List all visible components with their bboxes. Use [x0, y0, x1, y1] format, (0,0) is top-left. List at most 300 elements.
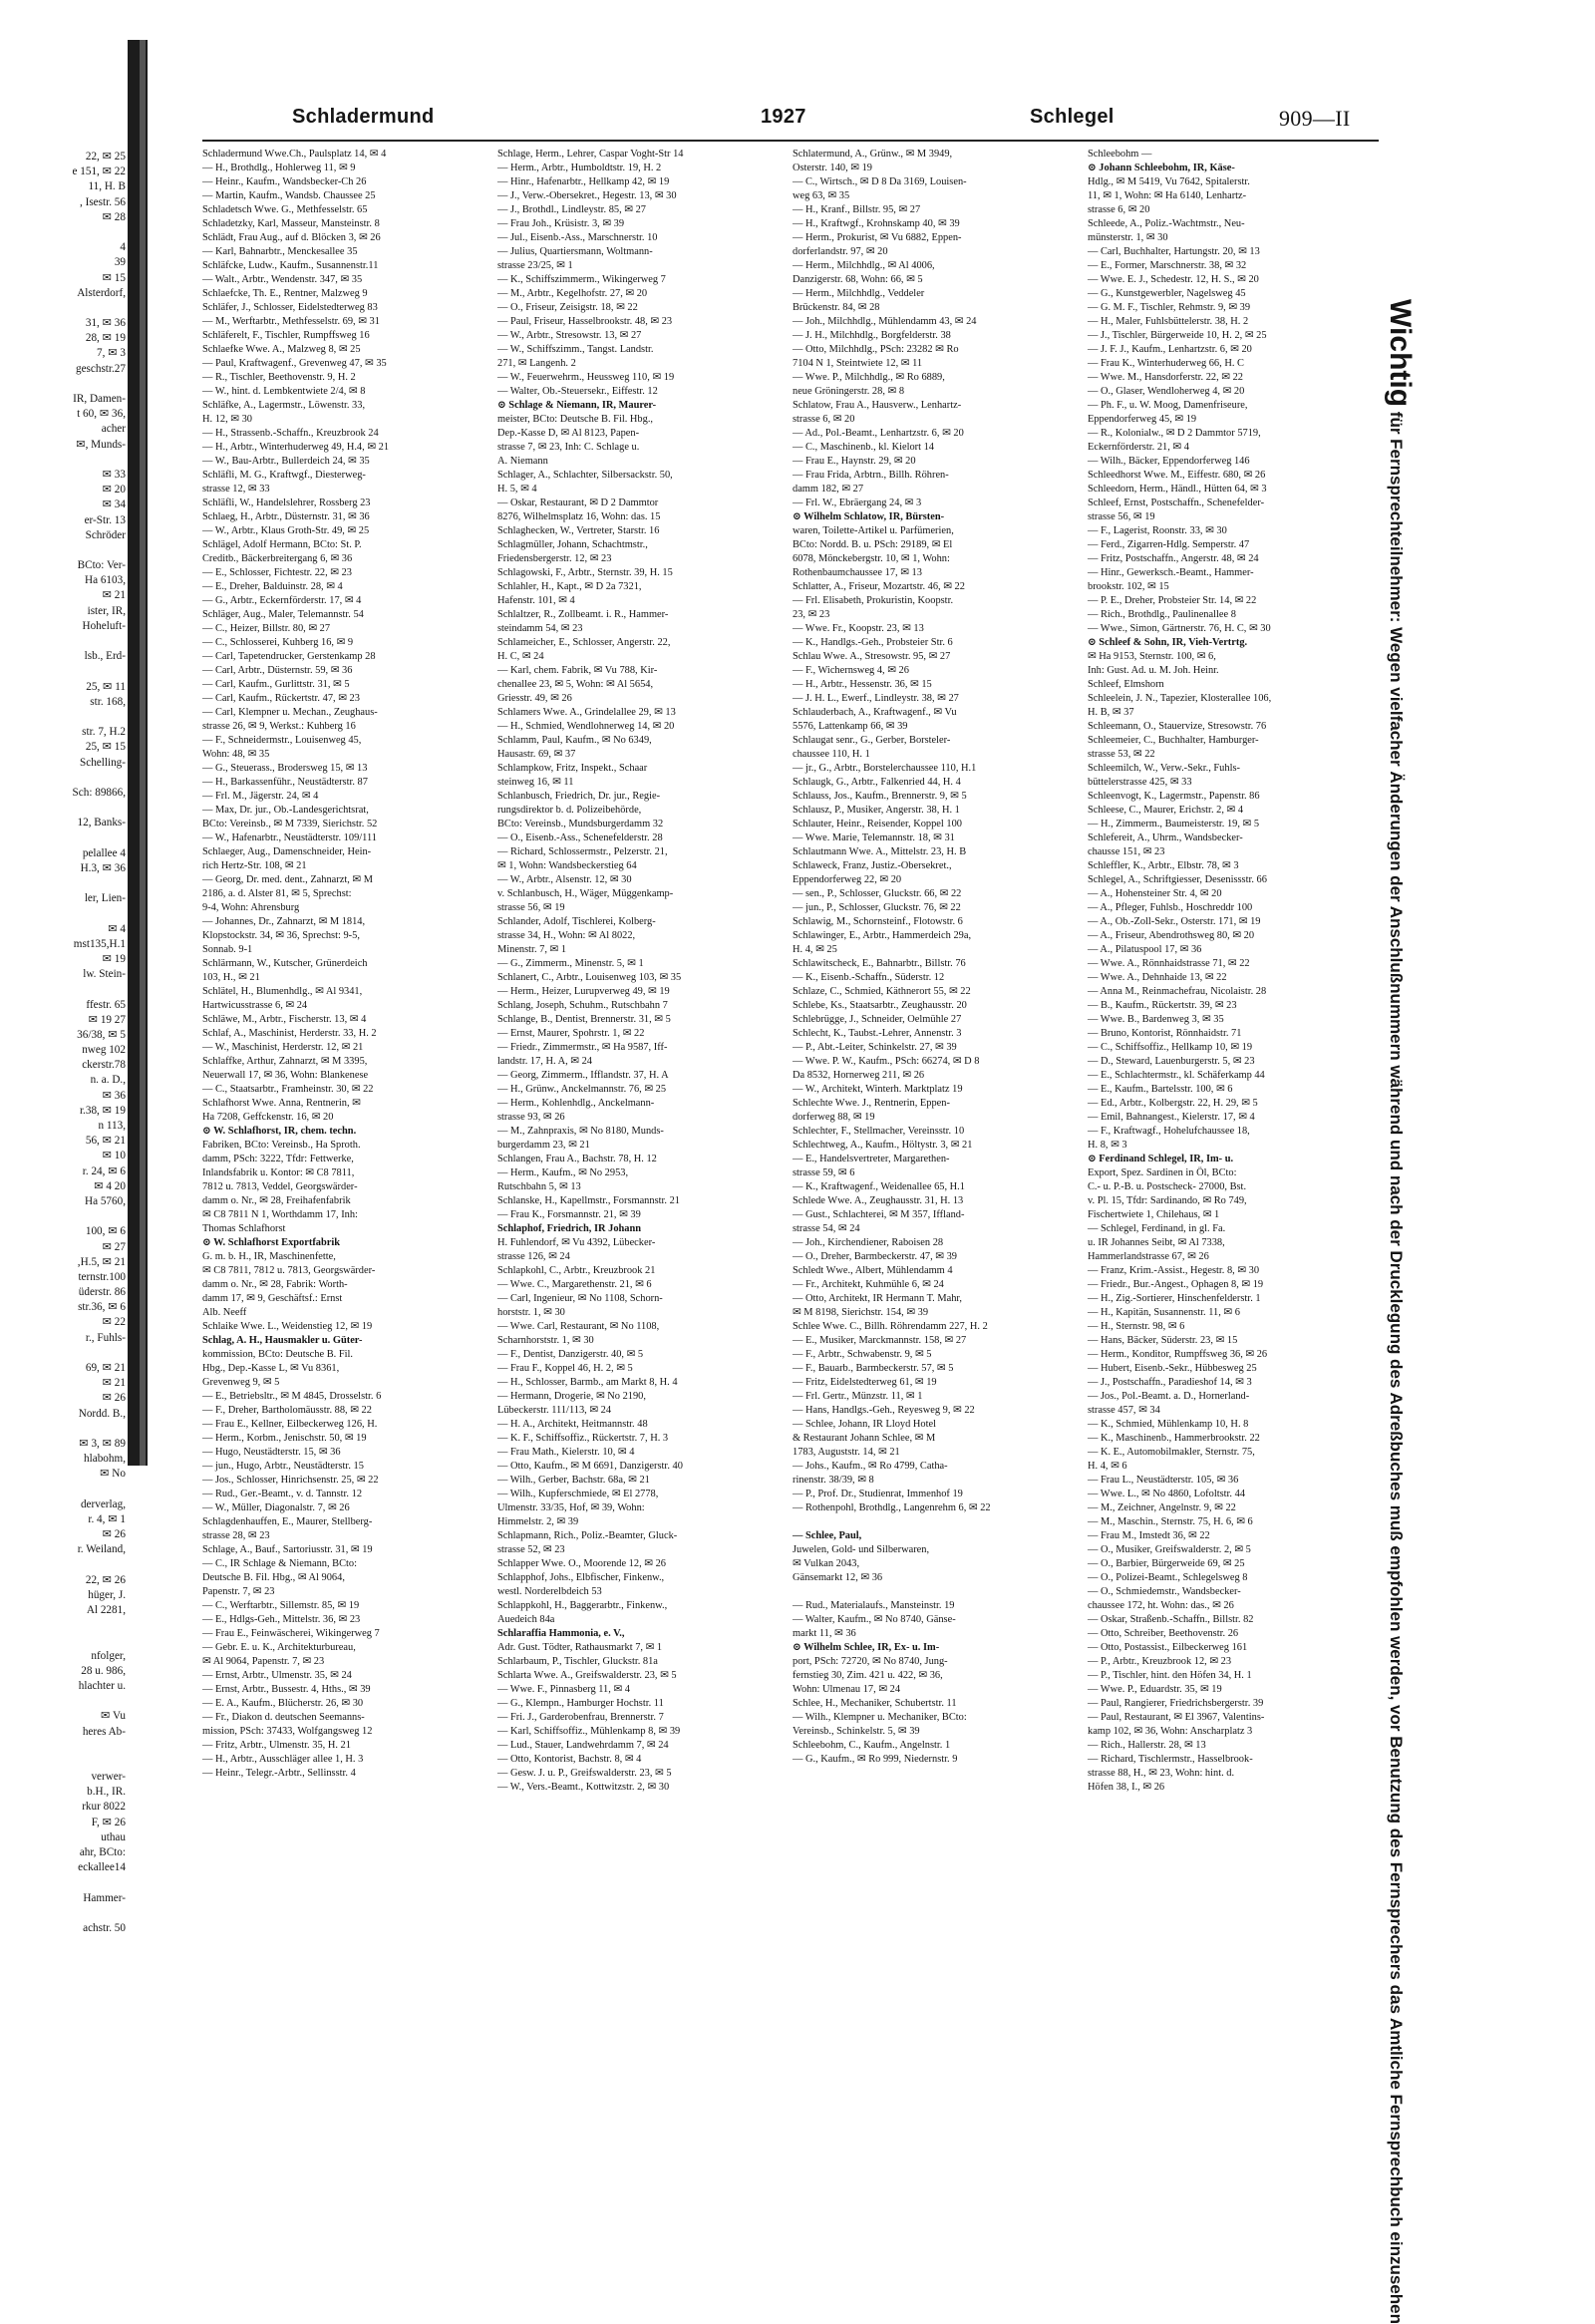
directory-entry-line: Schlaeger, Aug., Damenschneider, Hein-: [202, 846, 372, 857]
directory-entry-line: — W., Arbtr., Stresowstr. 13, ✉ 27: [497, 330, 642, 341]
directory-entry-line: 1783, Auguststr. 14, ✉ 21: [793, 1447, 900, 1458]
page-number: 909—II: [1279, 106, 1351, 131]
strip-fragment: [0, 876, 126, 891]
directory-entry-line: — M., Arbtr., Kegelhofstr. 27, ✉ 20: [497, 288, 648, 299]
directory-entry-line: — Hermann, Drogerie, ✉ No 2190,: [497, 1391, 646, 1402]
directory-entry-line: — Heinr., Kaufm., Wandsbecker-Ch 26: [202, 176, 367, 187]
directory-entry-line: — Hugo, Neustädterstr. 15, ✉ 36: [202, 1447, 341, 1458]
directory-entry-line: — Wwe. P., Eduardstr. 35, ✉ 19: [1088, 1684, 1222, 1695]
directory-entry-line: Schleebohm —: [1088, 149, 1152, 160]
directory-entry-line: — C., Wirtsch., ✉ D 8 Da 3169, Louisen-: [793, 176, 967, 187]
directory-entry-line: — E., Dreher, Balduinstr. 28, ✉ 4: [202, 581, 343, 592]
directory-entry-line: Schlee, H., Mechaniker, Schubertstr. 11: [793, 1698, 957, 1709]
directory-entry-line: Schlarbaum, P., Tischler, Gluckstr. 81a: [497, 1656, 658, 1667]
directory-entry-line: Schlaraffia Hammonia, e. V.,: [497, 1628, 625, 1639]
strip-fragment: str.36, ✉ 6: [78, 1301, 126, 1314]
directory-entry-line: — Wwe. B., Bardenweg 3, ✉ 35: [1088, 1014, 1224, 1025]
directory-entry-line: 6078, Mönckebergstr. 10, ✉ 1, Wohn:: [793, 553, 950, 564]
strip-fragment: mst135,H.1: [73, 937, 126, 950]
directory-entry-line: brookstr. 102, ✉ 15: [1088, 581, 1169, 592]
directory-entry-line: — O., Dreher, Barmbeckerstr. 47, ✉ 39: [793, 1251, 957, 1262]
directory-entry-line: — H., Kapitän, Susannenstr. 11, ✉ 6: [1088, 1307, 1240, 1318]
directory-entry-line: — G., Steuerass., Brodersweg 15, ✉ 13: [202, 763, 368, 774]
directory-entry-line: — Fr., Diakon d. deutschen Seemanns-: [202, 1712, 365, 1723]
directory-entry-line: — Wwe. C., Margarethenstr. 21, ✉ 6: [497, 1279, 652, 1290]
directory-entry-line: — A., Hohensteiner Str. 4, ✉ 20: [1088, 888, 1222, 899]
strip-fragment: ahr, BCto:: [79, 1846, 126, 1858]
header-first-entry: Schladermund: [292, 106, 435, 128]
directory-entry-line: — Herm., Milchhdlg., Veddeler: [793, 288, 925, 299]
directory-entry-line: Schlagdenhauffen, E., Maurer, Stellberg-: [202, 1516, 373, 1527]
strip-fragment: verwer-: [91, 1771, 126, 1784]
directory-entry-line: — Frau Frida, Arbtrn., Billh. Röhren-: [793, 470, 949, 481]
directory-entry-line: — A., Pfleger, Fuhlsb., Hoschreddr 100: [1088, 902, 1253, 913]
directory-entry-line: rich Hertz-Str. 108, ✉ 21: [202, 860, 307, 871]
strip-fragment: n 113,: [98, 1120, 126, 1132]
directory-entry-line: — Joh., Milchhdlg., Mühlendamm 43, ✉ 24: [793, 316, 977, 327]
directory-entry-line: damm 17, ✉ 9, Geschäftsf.: Ernst: [202, 1293, 343, 1304]
sidebar-notice: [1382, 299, 1418, 2324]
directory-entry-line: — Wilh., Bäcker, Eppendorferweg 146: [1088, 456, 1250, 467]
directory-entry-line: — P., Arbtr., Kreuzbrook 12, ✉ 23: [1088, 1656, 1232, 1667]
strip-fragment: Ha 6103,: [84, 574, 126, 587]
strip-fragment: ✉ No: [100, 1468, 126, 1481]
strip-fragment: ✉ 28: [102, 210, 126, 223]
directory-entry-line: — Rud., Ger.-Beamt., v. d. Tannstr. 12: [202, 1489, 363, 1499]
directory-entry-line: chenallee 23, ✉ 5, Wohn: ✉ Al 5654,: [497, 679, 654, 690]
directory-entry-line: strasse 23/25, ✉ 1: [497, 260, 573, 271]
notice-heading: Wichtig: [1384, 299, 1417, 408]
directory-entry-line: — Ernst, Arbtr., Ulmenstr. 35, ✉ 24: [202, 1670, 352, 1681]
directory-entry-line: Friedensbergerstr. 12, ✉ 23: [497, 553, 612, 564]
directory-entry-line: — Ph. F., u. W. Moog, Damenfriseure,: [1088, 400, 1248, 411]
directory-entry-line: Brückenstr. 84, ✉ 28: [793, 302, 880, 313]
directory-entry-line: Schläfer, J., Schlosser, Eidelstedterweg 83: [202, 302, 378, 313]
directory-entry-line: — Johannes, Dr., Zahnarzt, ✉ M 1814,: [202, 916, 366, 927]
directory-entry-line: Adr. Gust. Tödter, Rathausmarkt 7, ✉ 1: [497, 1642, 663, 1653]
directory-entry-line: — E. A., Kaufm., Blücherstr. 26, ✉ 30: [202, 1698, 364, 1709]
directory-entry-line: — R., Kolonialw., ✉ D 2 Dammtor 5719,: [1088, 428, 1261, 439]
directory-entry-line: A. Niemann: [497, 456, 548, 467]
strip-fragment: 100, ✉ 6: [85, 1225, 126, 1238]
directory-entry-line: Schladetsch Wwe. G., Methfesselstr. 65: [202, 204, 368, 215]
directory-entry-line: — Walter, Ob.-Steuersekr., Eiffestr. 12: [497, 386, 658, 397]
directory-entry-line: — W., Vers.-Beamt., Kottwitzstr. 2, ✉ 30: [497, 1782, 670, 1793]
strip-fragment: 22, ✉ 26: [85, 1573, 126, 1586]
directory-entry-line: — M., Zeichner, Angelnstr. 9, ✉ 22: [1088, 1502, 1236, 1513]
directory-entry-line: Schläfli, M. G., Kraftwgf., Diesterweg-: [202, 470, 366, 481]
directory-entry-line: Schlagowski, F., Arbtr., Sternstr. 39, H. 15: [497, 567, 673, 578]
directory-entry-line: — F., Bauarb., Barmbeckerstr. 57, ✉ 5: [793, 1363, 954, 1374]
strip-fragment: ffestr. 65: [86, 998, 126, 1011]
directory-entry-line: — O., Polizei-Beamt., Schlegelsweg 8: [1088, 1572, 1248, 1583]
directory-entry-line: — H., Maler, Fuhlsbüttelerstr. 38, H. 2: [1088, 316, 1249, 327]
directory-entry-line: — Ed., Arbtr., Kolbergstr. 22, H. 29, ✉ 5: [1088, 1098, 1258, 1109]
strip-fragment: lw. Stein-: [83, 968, 126, 981]
directory-entry-line: — K., Schmied, Mühlenkamp 10, H. 8: [1088, 1419, 1249, 1430]
strip-fragment: 56, ✉ 21: [85, 1135, 126, 1148]
directory-entry-line: Schleese, C., Maurer, Erichstr. 2, ✉ 4: [1088, 805, 1244, 816]
directory-entry-line: — Frau K., Winterhuderweg 66, H. C: [1088, 358, 1244, 369]
directory-entry-line: — J. H., Milchhdlg., Borgfelderstr. 38: [793, 330, 951, 341]
directory-entry-line: Schlätel, H., Blumenhdlg., ✉ Al 9341,: [202, 986, 363, 997]
strip-fragment: ✉ 15: [102, 271, 126, 284]
directory-entry-line: münsterstr. 1, ✉ 30: [1088, 232, 1168, 243]
directory-entry-line: Schlede Wwe. A., Zeughausstr. 31, H. 13: [793, 1195, 964, 1206]
strip-fragment: str. 168,: [90, 695, 126, 708]
strip-fragment: ✉ 4 20: [94, 1179, 126, 1192]
directory-entry-line: Inlandsfabrik u. Kontor: ✉ C8 7811,: [202, 1167, 355, 1178]
directory-entry-line: — P., Abt.-Leiter, Schinkelstr. 27, ✉ 39: [793, 1042, 957, 1053]
directory-entry-line: ⊙ Wilhelm Schlee, IR, Ex- u. Im-: [793, 1642, 940, 1653]
directory-entry-line: Schläfcke, Ludw., Kaufm., Susannenstr.11: [202, 260, 379, 271]
directory-entry-line: Thomas Schlafhorst: [202, 1223, 286, 1234]
strip-fragment: [0, 1346, 126, 1361]
directory-entry-line: Schlage, A., Bauf., Sartoriusstr. 31, ✉ 19: [202, 1544, 373, 1555]
directory-entry-line: — A., Ob.-Zoll-Sekr., Osterstr. 171, ✉ 19: [1088, 916, 1261, 927]
directory-entry-line: — O., Eisenb.-Ass., Schenefelderstr. 28: [497, 832, 663, 843]
directory-entry-line: 23, ✉ 23: [793, 609, 830, 620]
directory-entry-line: — Walt., Arbtr., Wendenstr. 347, ✉ 35: [202, 274, 363, 285]
directory-entry-line: fernstieg 30, Zim. 421 u. 422, ✉ 36,: [793, 1670, 943, 1681]
strip-fragment: hlachter u.: [78, 1679, 126, 1692]
strip-fragment: hüger, J.: [88, 1588, 126, 1601]
directory-entry-line: — C., IR Schlage & Niemann, BCto:: [202, 1558, 357, 1569]
header-last-entry: Schlegel: [1030, 106, 1115, 128]
directory-entry-line: — C., Werftarbtr., Sillemstr. 85, ✉ 19: [202, 1600, 360, 1611]
directory-entry-line: Schlefereit, A., Uhrm., Wandsbecker-: [1088, 832, 1243, 843]
directory-entry-line: Schlapkohl, C., Arbtr., Kreuzbrook 21: [497, 1265, 656, 1276]
strip-fragment: [0, 543, 126, 558]
directory-entry-line: — Gust., Schlachterei, ✉ M 357, Iffland-: [793, 1209, 965, 1220]
directory-entry-line: — Hinr., Hafenarbtr., Hellkamp 42, ✉ 19: [497, 176, 670, 187]
directory-entry-line: — Herm., Prokurist, ✉ Vu 6882, Eppen-: [793, 232, 962, 243]
entry-column-2: [497, 148, 793, 1793]
directory-entry-line: — Jos., Schlosser, Hinrichsenstr. 25, ✉ 22: [202, 1475, 379, 1486]
directory-entry-line: Rothenbaumchaussee 17, ✉ 13: [793, 567, 922, 578]
strip-fragment: ✉ 21: [102, 589, 126, 602]
directory-entry-line: Schlanbusch, Friedrich, Dr. jur., Regie-: [497, 791, 661, 802]
directory-entry-line: — P. E., Dreher, Probsteier Str. 14, ✉ 22: [1088, 595, 1257, 606]
directory-entry-line: — H., Arbtr., Winterhuderweg 49, H.4, ✉ 21: [202, 442, 390, 453]
directory-entry-line: — Frau E., Feinwäscherei, Wikingerweg 7: [202, 1628, 380, 1639]
directory-entry-line: — Herm., Konditor, Rumpffsweg 36, ✉ 26: [1088, 1349, 1268, 1360]
directory-entry-line: — W., Hafenarbtr., Neustädterstr. 109/111: [202, 832, 377, 843]
directory-entry-line: — Carl, Arbtr., Düsternstr. 59, ✉ 36: [202, 665, 353, 676]
directory-entry-line: ✉ C8 7811, 7812 u. 7813, Georgswärder-: [202, 1265, 376, 1276]
directory-entry-line: Da 8532, Hornerweg 211, ✉ 26: [793, 1070, 925, 1081]
directory-entry-line: dorferweg 88, ✉ 19: [793, 1112, 875, 1123]
strip-fragment: hlabohm,: [84, 1453, 126, 1466]
directory-entry-line: Schlechtweg, A., Kaufm., Höltystr. 3, ✉ 21: [793, 1140, 973, 1151]
directory-entry-line: — G., Kaufm., ✉ Ro 999, Niedernstr. 9: [793, 1754, 958, 1765]
directory-entry-line: Schlager, A., Schlachter, Silbersackstr. 50,: [497, 470, 673, 481]
directory-entry-line: Schlägel, Adolf Hermann, BCto: St. P.: [202, 539, 362, 550]
directory-entry-line: Schlaugk, G., Arbtr., Falkenried 44, H. 4: [793, 777, 961, 788]
directory-entry-line: Schlapmann, Rich., Poliz.-Beamter, Gluck-: [497, 1530, 678, 1541]
directory-entry-line: Schläfke, A., Lagermstr., Löwenstr. 33,: [202, 400, 366, 411]
directory-entry-line: BCto: Vereinsb., Mundsburgerdamm 32: [497, 819, 664, 830]
directory-entry-line: 8276, Wilhelmsplatz 16, Wohn: das. 15: [497, 511, 661, 522]
header-year: 1927: [761, 106, 806, 128]
directory-entry-line: Schlaltzer, R., Zollbeamt. i. R., Hammer-: [497, 609, 669, 620]
strip-fragment: [0, 710, 126, 725]
notice-text: für Fernsprechteilnehmer: Wegen vielfacher Änderungen der Anschlußnummern während und nach der Drucklegung des Adreßbuches muß empfohlen werden, vor Benutzung des Fernsprechers das Amtliche Fernsprechbuch einzusehen: [1387, 411, 1406, 2324]
directory-entry-line: mission, PSch: 37433, Wolfgangsweg 12: [202, 1726, 373, 1737]
directory-entry-line: 9-4, Wohn: Ahrensburg: [202, 902, 300, 913]
directory-entry-line: Schleemeier, C., Buchhalter, Hamburger-: [1088, 735, 1259, 746]
directory-entry-line: — Carl, Buchhalter, Hartungstr. 20, ✉ 13: [1088, 246, 1260, 257]
strip-fragment: r. 4, ✉ 1: [88, 1512, 126, 1525]
directory-entry-line: strasse 56, ✉ 19: [1088, 511, 1155, 522]
directory-entry-line: — J., Postschaffn., Paradieshof 14, ✉ 3: [1088, 1377, 1252, 1388]
strip-fragment: BCto: Ver-: [77, 559, 126, 572]
directory-entry-line: ⊙ Schleef & Sohn, IR, Vieh-Vertrtg.: [1088, 637, 1248, 648]
directory-entry-line: & Restaurant Johann Schlee, ✉ M: [793, 1433, 936, 1444]
directory-entry-line: — Georg, Dr. med. dent., Zahnarzt, ✉ M: [202, 874, 373, 885]
directory-entry-line: — H., Brothdlg., Hohlerweg 11, ✉ 9: [202, 163, 356, 173]
directory-entry-line: Minenstr. 7, ✉ 1: [497, 944, 567, 955]
directory-entry-line: ⊙ Johann Schleebohm, IR, Käse-: [1088, 163, 1235, 173]
directory-entry-line: Fischertwiete 1, Chilehaus, ✉ 1: [1088, 1209, 1220, 1220]
directory-entry-line: — Paul, Friseur, Hasselbrookstr. 48, ✉ 23: [497, 316, 673, 327]
directory-entry-line: Juwelen, Gold- und Silberwaren,: [793, 1544, 930, 1555]
directory-entry-line: — Frau Joh., Krüsistr. 3, ✉ 39: [497, 218, 625, 229]
directory-entry-line: Schlanert, C., Arbtr., Louisenweg 103, ✉ 35: [497, 972, 682, 983]
directory-entry-line: — R., Tischler, Beethovenstr. 9, H. 2: [202, 372, 356, 383]
directory-entry-line: Schläferelt, F., Tischler, Rumpffsweg 16: [202, 330, 370, 341]
directory-entry-line: Griesstr. 49, ✉ 26: [497, 693, 572, 704]
directory-entry-line: — Carl, Tapetendrucker, Gerstenkamp 28: [202, 651, 376, 662]
directory-entry-line: — Frau L., Neustädterstr. 105, ✉ 36: [1088, 1475, 1239, 1486]
directory-entry-line: Hbg., Dep.-Kasse L, ✉ Vu 8361,: [202, 1363, 340, 1374]
strip-fragment: [0, 664, 126, 679]
directory-entry-line: Scharnhorststr. 1, ✉ 30: [497, 1335, 594, 1346]
directory-entry-line: Schlage, Herm., Lehrer, Caspar Voght-Str 14: [497, 149, 684, 160]
strip-fragment: 28, ✉ 19: [85, 332, 126, 345]
strip-fragment: t 60, ✉ 36,: [77, 408, 126, 421]
directory-entry-line: Papenstr. 7, ✉ 23: [202, 1586, 275, 1597]
strip-fragment: ✉ 19 27: [88, 1013, 126, 1026]
strip-fragment: [0, 1740, 126, 1755]
directory-entry-line: Schlegel, A., Schriftgiesser, Desenissstr. 66: [1088, 874, 1267, 885]
directory-entry-line: — Ernst, Maurer, Spohrstr. 1, ✉ 22: [497, 1028, 645, 1039]
directory-entry-line: — G., Kunstgewerbler, Nagelsweg 45: [1088, 288, 1246, 299]
strip-fragment: Schröder: [85, 528, 126, 541]
directory-entry-line: Schlau Wwe. A., Stresowstr. 95, ✉ 27: [793, 651, 951, 662]
directory-entry-line: Hausastr. 69, ✉ 37: [497, 749, 576, 760]
directory-entry-line: — H., Sternstr. 98, ✉ 6: [1088, 1321, 1185, 1332]
strip-fragment: Hoheluft-: [82, 619, 126, 632]
strip-fragment: ✉ 27: [102, 1240, 126, 1253]
directory-entry-line: markt 11, ✉ 36: [793, 1628, 856, 1639]
directory-entry-line: Schlädt, Frau Aug., auf d. Blöcken 3, ✉ 26: [202, 232, 381, 243]
strip-fragment: r., Fuhls-: [85, 1331, 126, 1344]
strip-fragment: 39: [114, 256, 126, 269]
directory-entry-line: H. 12, ✉ 30: [202, 414, 252, 425]
directory-entry-line: — H., Zimmerm., Baumeisterstr. 19, ✉ 5: [1088, 819, 1260, 830]
directory-entry-line: Wohn: 48, ✉ 35: [202, 749, 270, 760]
directory-entry-line: — E., Musiker, Marckmannstr. 158, ✉ 27: [793, 1335, 967, 1346]
strip-fragment: e 151, ✉ 22: [72, 166, 126, 178]
directory-entry-line: — K., Schiffszimmerm., Wikingerweg 7: [497, 274, 666, 285]
strip-fragment: 31, ✉ 36: [85, 317, 126, 330]
directory-entry-line: — H., Kranf., Billstr. 95, ✉ 27: [793, 204, 921, 215]
strip-fragment: 69, ✉ 21: [85, 1362, 126, 1374]
directory-entry-line: Schläfli, W., Handelslehrer, Rossberg 23: [202, 498, 371, 508]
strip-fragment: [0, 1618, 126, 1633]
directory-entry-line: — C., Heizer, Billstr. 80, ✉ 27: [202, 623, 331, 634]
directory-entry-line: — Frau F., Koppel 46, H. 2, ✉ 5: [497, 1363, 633, 1374]
directory-entry-line: — Jul., Eisenb.-Ass., Marschnerstr. 10: [497, 232, 658, 243]
directory-entry-line: ✉ Vulkan 2043,: [793, 1558, 860, 1569]
directory-entry-line: — jun., P., Schlosser, Gluckstr. 76, ✉ 22: [793, 902, 961, 913]
directory-entry-line: Schlange, B., Dentist, Brennerstr. 31, ✉ 5: [497, 1014, 671, 1025]
directory-entry-line: — Frau K., Forsmannstr. 21, ✉ 39: [497, 1209, 641, 1220]
directory-entry-line: [793, 1585, 1088, 1599]
directory-entry-line: — Emil, Bahnangest., Kielerstr. 17, ✉ 4: [1088, 1112, 1255, 1123]
strip-fragment: r.38, ✉ 19: [79, 1104, 126, 1117]
strip-fragment: [0, 453, 126, 468]
strip-fragment: ternstr.100: [78, 1270, 126, 1283]
directory-entry-line: Osterstr. 140, ✉ 19: [793, 163, 872, 173]
directory-entry-line: — Richard, Schlossermstr., Pelzerstr. 21,: [497, 846, 668, 857]
directory-entry-line: — O., Barbier, Bürgerweide 69, ✉ 25: [1088, 1558, 1245, 1569]
directory-entry-line: Auedeich 84a: [497, 1614, 555, 1625]
directory-entry-line: Hammerlandstrasse 67, ✉ 26: [1088, 1251, 1209, 1262]
strip-fragment: [0, 1694, 126, 1709]
directory-entry-line: — Carl, Kaufm., Rückertstr. 47, ✉ 23: [202, 693, 360, 704]
directory-entry-line: Schleffler, K., Arbtr., Elbstr. 78, ✉ 3: [1088, 860, 1239, 871]
directory-entry-line: strasse 53, ✉ 22: [1088, 749, 1155, 760]
directory-entry-line: — Wwe. A., Rönnhaidstrasse 71, ✉ 22: [1088, 958, 1250, 969]
directory-entry-line: — Wilh., Kupferschmiede, ✉ El 2778,: [497, 1489, 659, 1499]
directory-entry-line: — Herm., Arbtr., Humboldtstr. 19, H. 2: [497, 163, 662, 173]
directory-entry-line: — Schlee, Johann, IR Lloyd Hotel: [793, 1419, 937, 1430]
strip-fragment: [0, 1755, 126, 1770]
directory-entry-line: Schleenvogt, K., Lagermstr., Papenstr. 86: [1088, 791, 1260, 802]
directory-entry-line: Schlaefcke, Th. E., Rentner, Malzweg 9: [202, 288, 368, 299]
directory-entry-line: — M., Werftarbtr., Methfesselstr. 69, ✉ 31: [202, 316, 380, 327]
strip-fragment: Schelling-: [80, 756, 126, 769]
directory-entry-line: — Anna M., Reinmachefrau, Nicolaistr. 28: [1088, 986, 1267, 997]
directory-entry-line: BCto: Nordd. B. u. PSch: 29189, ✉ El: [793, 539, 953, 550]
directory-entry-line: ⊙ W. Schlafhorst Exportfabrik: [202, 1237, 341, 1248]
directory-entry-line: — Frau M., Imstedt 36, ✉ 22: [1088, 1530, 1210, 1541]
directory-entry-line: — Friedr., Zimmermstr., ✉ Ha 9587, Iff-: [497, 1042, 668, 1053]
directory-entry-line: strasse 52, ✉ 23: [497, 1544, 565, 1555]
directory-entry-line: damm o. Nr., ✉ 28, Freihafenfabrik: [202, 1195, 351, 1206]
directory-entry-line: — Frl. Gertr., Münzstr. 11, ✉ 1: [793, 1391, 923, 1402]
directory-entry-line: strasse 6, ✉ 20: [1088, 204, 1150, 215]
strip-fragment: r. 24, ✉ 6: [82, 1164, 126, 1177]
directory-entry-line: — G. M. F., Tischler, Rehmstr. 9, ✉ 39: [1088, 302, 1251, 313]
strip-fragment: acher: [101, 423, 126, 436]
directory-entry-line: — Schlee, Paul,: [793, 1530, 862, 1541]
strip-fragment: r. Weiland,: [77, 1543, 126, 1556]
directory-entry-line: — Paul, Kraftwagenf., Grevenweg 47, ✉ 35: [202, 358, 387, 369]
directory-entry-line: — Bruno, Kontorist, Rönnhaidstr. 71: [1088, 1028, 1242, 1039]
entry-column-4: [1088, 148, 1383, 1793]
directory-entry-line: — K. E., Automobilmakler, Sternstr. 75,: [1088, 1447, 1255, 1458]
directory-entry-line: Schlangen, Frau A., Bachstr. 78, H. 12: [497, 1154, 657, 1164]
directory-entry-line: Fabriken, BCto: Vereinsb., Ha Sproth.: [202, 1140, 361, 1151]
directory-entry-line: — W., hint. d. Lembkentwiete 2/4, ✉ 8: [202, 386, 366, 397]
directory-entry-line: Schlaf, A., Maschinist, Herderstr. 33, H. 2: [202, 1028, 377, 1039]
directory-entry-line: — C., Maschinenb., kl. Kielort 14: [793, 442, 934, 453]
directory-entry-line: — Wwe. Marie, Telemannstr. 18, ✉ 31: [793, 832, 955, 843]
directory-entry-line: Schlappkohl, H., Baggerarbtr., Finkenw.,: [497, 1600, 668, 1611]
strip-fragment: ✉ 26: [102, 1392, 126, 1405]
entry-column-3: [793, 148, 1088, 1765]
directory-entry-line: strasse 7, ✉ 23, Inh: C. Schlage u.: [497, 442, 640, 453]
directory-entry-line: Schladermund Wwe.Ch., Paulsplatz 14, ✉ 4: [202, 149, 387, 160]
strip-fragment: ✉ 26: [102, 1528, 126, 1541]
directory-entry-line: neue Gröningerstr. 28, ✉ 8: [793, 386, 905, 397]
directory-entry-line: Schlauderbach, A., Kraftwagenf., ✉ Vu: [793, 707, 957, 718]
directory-entry-line: H. 4, ✉ 25: [793, 944, 837, 955]
strip-fragment: ✉ 33: [102, 468, 126, 481]
directory-entry-line: Ulmenstr. 33/35, Hof, ✉ 39, Wohn:: [497, 1502, 645, 1513]
directory-entry-line: — Fr., Architekt, Kuhmühle 6, ✉ 24: [793, 1279, 944, 1290]
strip-fragment: H.3, ✉ 36: [80, 861, 126, 874]
directory-entry-line: — Joh., Kirchendiener, Raboisen 28: [793, 1237, 944, 1248]
directory-entry-line: Schlahler, H., Kapt., ✉ D 2a 7321,: [497, 581, 642, 592]
directory-entry-line: ✉ 1, Wohn: Wandsbeckerstieg 64: [497, 860, 637, 871]
directory-entry-line: ⊙ Ferdinand Schlegel, IR, Im- u.: [1088, 1154, 1234, 1164]
strip-fragment: eckallee14: [78, 1861, 126, 1874]
directory-entry-line: — Gebr. E. u. K., Architekturbureau,: [202, 1642, 356, 1653]
directory-entry-line: Himmelstr. 2, ✉ 39: [497, 1516, 579, 1527]
directory-entry-line: — M., Maschin., Sternstr. 75, H. 6, ✉ 6: [1088, 1516, 1253, 1527]
strip-fragment: ✉ 21: [102, 1377, 126, 1390]
directory-entry-line: Schlärmann, W., Kutscher, Grünerdeich: [202, 958, 368, 969]
directory-entry-line: v. Pl. 15, Tfdr: Sardinando, ✉ Ro 749,: [1088, 1195, 1247, 1206]
directory-entry-line: — Wwe. Fr., Koopstr. 23, ✉ 13: [793, 623, 924, 634]
directory-entry-line: strasse 34, H., Wohn: ✉ Al 8022,: [497, 930, 636, 941]
directory-entry-line: — Wwe. P., Milchhdlg., ✉ Ro 6889,: [793, 372, 945, 383]
directory-entry-line: — O., Schmiedemstr., Wandsbecker-: [1088, 1586, 1241, 1597]
directory-entry-line: — Otto, Kontorist, Bachstr. 8, ✉ 4: [497, 1754, 642, 1765]
directory-entry-line: damm 182, ✉ 27: [793, 484, 864, 495]
directory-entry-line: — J., Verw.-Obersekret., Hegestr. 13, ✉ 30: [497, 190, 677, 201]
directory-entry-line: — Herm., Kohlenhdlg., Anckelmann-: [497, 1098, 655, 1109]
directory-entry-line: — Rud., Materialaufs., Mansteinstr. 19: [793, 1600, 955, 1611]
directory-entry-line: Schlawinger, E., Arbtr., Hammerdeich 29a,: [793, 930, 972, 941]
directory-entry-line: damm, PSch: 3222, Tfdr: Fettwerke,: [202, 1154, 354, 1164]
strip-fragment: [0, 801, 126, 816]
header-rule: [202, 140, 1379, 142]
directory-entry-line: — F., Dentist, Danzigerstr. 40, ✉ 5: [497, 1349, 644, 1360]
directory-entry-line: — F., Wichernsweg 4, ✉ 26: [793, 665, 909, 676]
strip-fragment: [0, 1633, 126, 1648]
directory-entry-line: strasse 59, ✉ 6: [793, 1167, 855, 1178]
directory-entry-line: [793, 1515, 1088, 1529]
strip-fragment: rkur 8022: [82, 1801, 126, 1814]
directory-entry-line: — P., Prof. Dr., Studienrat, Immenhof 19: [793, 1489, 963, 1499]
directory-entry-line: — F., Kraftwagf., Hohelufchaussee 18,: [1088, 1126, 1250, 1137]
directory-entry-line: Schlaweck, Franz, Justiz.-Obersekret.,: [793, 860, 952, 871]
directory-entry-line: — K., Eisenb.-Schaffn., Süderstr. 12: [793, 972, 945, 983]
strip-fragment: [0, 1906, 126, 1921]
directory-entry-line: Schlaike Wwe. L., Weidenstieg 12, ✉ 19: [202, 1321, 373, 1332]
directory-entry-line: — H., Grünw., Anckelmannstr. 76, ✉ 25: [497, 1084, 667, 1095]
strip-fragment: heres Ab-: [82, 1725, 126, 1738]
directory-entry-line: — A., Friseur, Abendrothsweg 80, ✉ 20: [1088, 930, 1255, 941]
directory-entry-line: — H., Arbtr., Ausschläger allee 1, H. 3: [202, 1754, 364, 1765]
directory-entry-line: — Fritz, Eidelstedterweg 61, ✉ 19: [793, 1377, 937, 1388]
directory-entry-line: Wohn: Ulmenau 17, ✉ 24: [793, 1684, 901, 1695]
